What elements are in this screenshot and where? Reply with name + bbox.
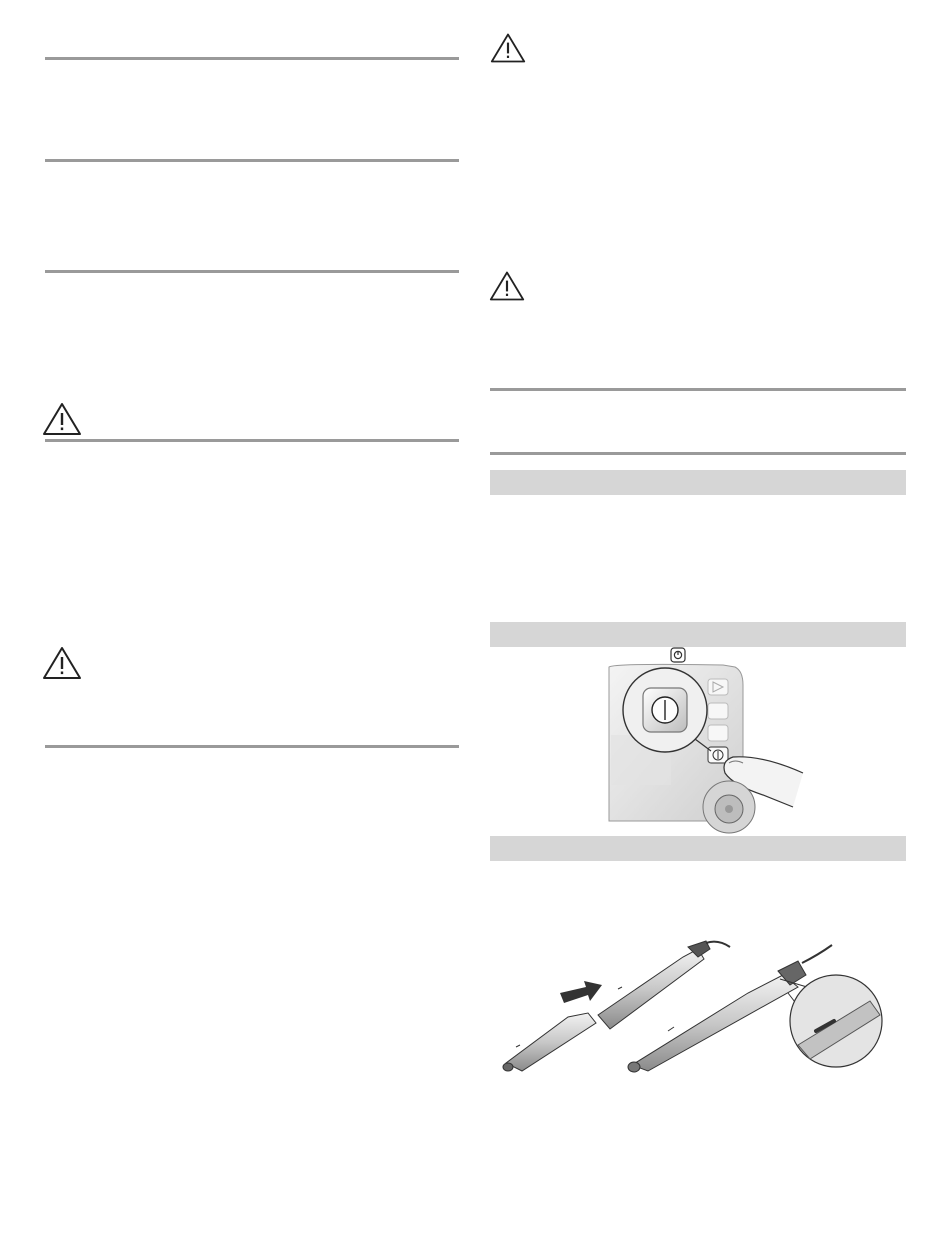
section-header-band bbox=[490, 622, 906, 647]
section-divider bbox=[45, 270, 459, 273]
section-divider bbox=[45, 439, 459, 442]
section-divider bbox=[45, 57, 459, 60]
power-button-illustration bbox=[603, 645, 803, 823]
warning-triangle-icon bbox=[490, 32, 526, 64]
warning-triangle-icon bbox=[42, 402, 82, 436]
section-header-band bbox=[490, 836, 906, 861]
handpiece-body bbox=[598, 941, 730, 1029]
handpiece-assembly-illustration bbox=[498, 935, 888, 1075]
section-divider bbox=[45, 745, 459, 748]
section-divider bbox=[490, 452, 906, 455]
section-header-band bbox=[490, 470, 906, 495]
warning-triangle-icon bbox=[42, 646, 82, 680]
power-icon bbox=[671, 648, 685, 662]
handpiece-tip bbox=[503, 1013, 596, 1071]
section-divider bbox=[490, 388, 906, 391]
assembly-arrow-icon bbox=[560, 981, 602, 1003]
section-divider bbox=[45, 159, 459, 162]
warning-triangle-icon bbox=[489, 270, 525, 302]
